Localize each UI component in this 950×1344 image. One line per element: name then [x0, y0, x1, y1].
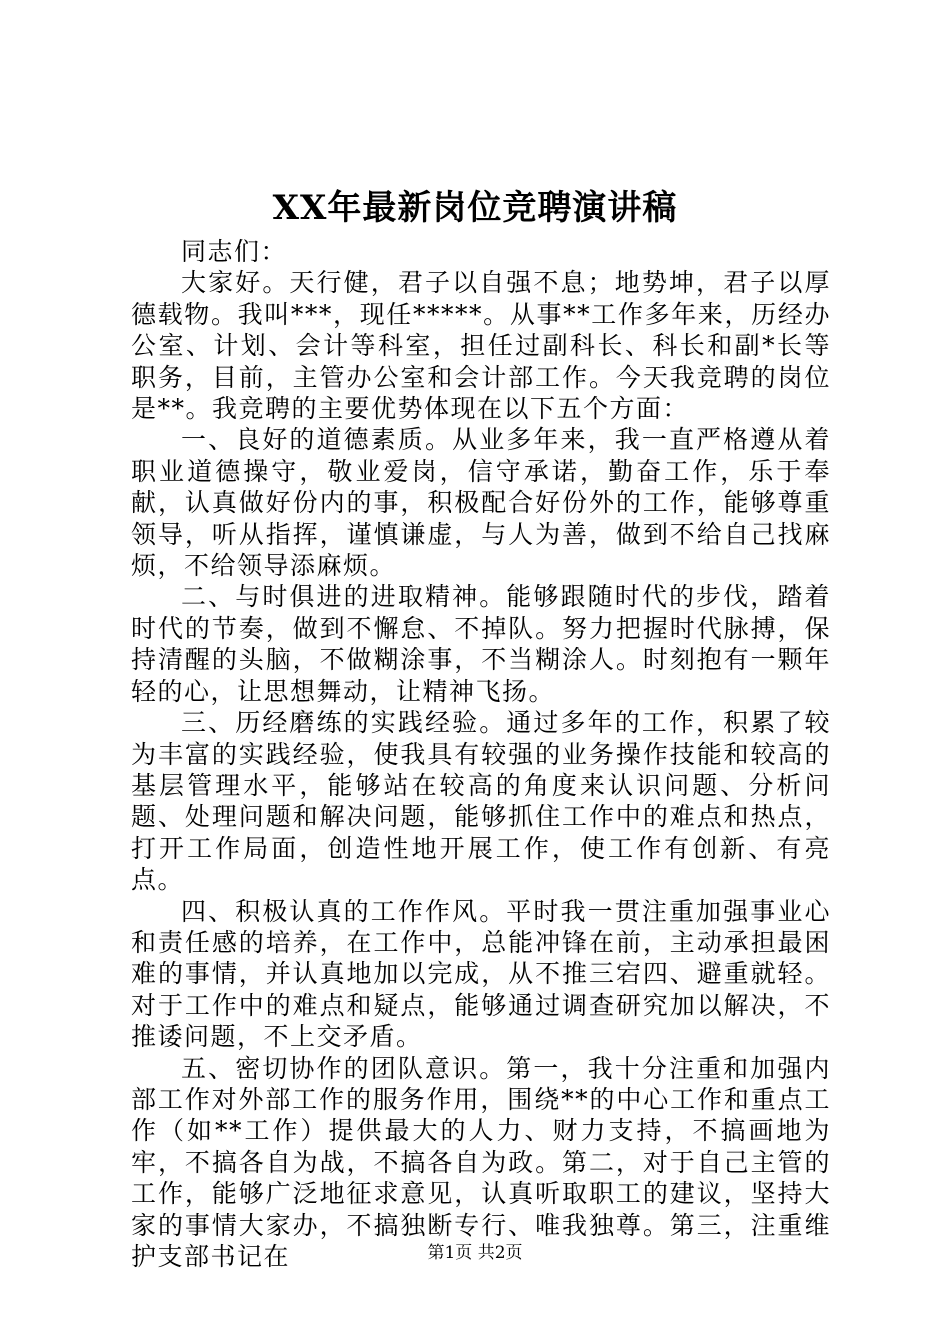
paragraph: 一、良好的道德素质。从业多年来，我一直严格遵从着职业道德操守，敬业爱岗，信守承诺，勤奋工作，乐于奉献，认真做好份内的事，积极配合好份外的工作，能够尊重领导，听从指挥，谨慎谦虚，与人为善，做到不给自己找麻烦，不给领导添麻烦。	[131, 425, 831, 581]
paragraph: 大家好。天行健，君子以自强不息；地势坤，君子以厚德载物。我叫***，现任*****。从事**工作多年来，历经办公室、计划、会计等科室，担任过副科长、科长和副*长等职务，目前，主管办公室和会计部工作。今天我竞聘的岗位是**。我竞聘的主要优势体现在以下五个方面：	[131, 268, 831, 424]
paragraph: 三、历经磨练的实践经验。通过多年的工作，积累了较为丰富的实践经验，使我具有较强的业务操作技能和较高的基层管理水平，能够站在较高的角度来认识问题、分析问题、处理问题和解决问题，能够抓住工作中的难点和热点，打开工作局面，创造性地开展工作，使工作有创新、有亮点。	[131, 708, 831, 895]
page-footer: 第1页 共2页	[427, 1243, 523, 1263]
paragraph: 五、密切协作的团队意识。第一，我十分注重和加强内部工作对外部工作的服务作用，围绕**的中心工作和重点工作（如**工作）提供最大的人力、财力支持，不搞画地为牢，不搞各自为战，不搞各自为政。第二，对于自己主管的工作，能够广泛地征求意见，认真听取职工的建议，坚持大家的事情大家办，不搞独断专行、唯我独尊。第三，注重维护支部书记在	[131, 1053, 831, 1271]
paragraph: 二、与时俱进的进取精神。能够跟随时代的步伐，踏着时代的节奏，做到不懈怠、不掉队。努力把握时代脉搏，保持清醒的头脑，不做糊涂事，不当糊涂人。时刻抱有一颗年轻的心，让思想舞动，让精神飞扬。	[131, 582, 831, 706]
paragraph: 四、积极认真的工作作风。平时我一贯注重加强事业心和责任感的培养，在工作中，总能冲锋在前，主动承担最困难的事情，并认真地加以完成，从不推三宕四、避重就轻。对于工作中的难点和疑点，能够通过调查研究加以解决，不推诿问题，不上交矛盾。	[131, 896, 831, 1052]
greeting: 同志们：	[181, 237, 288, 266]
document-title: XX年最新岗位竞聘演讲稿	[272, 188, 678, 228]
document-body	[131, 236, 831, 1272]
